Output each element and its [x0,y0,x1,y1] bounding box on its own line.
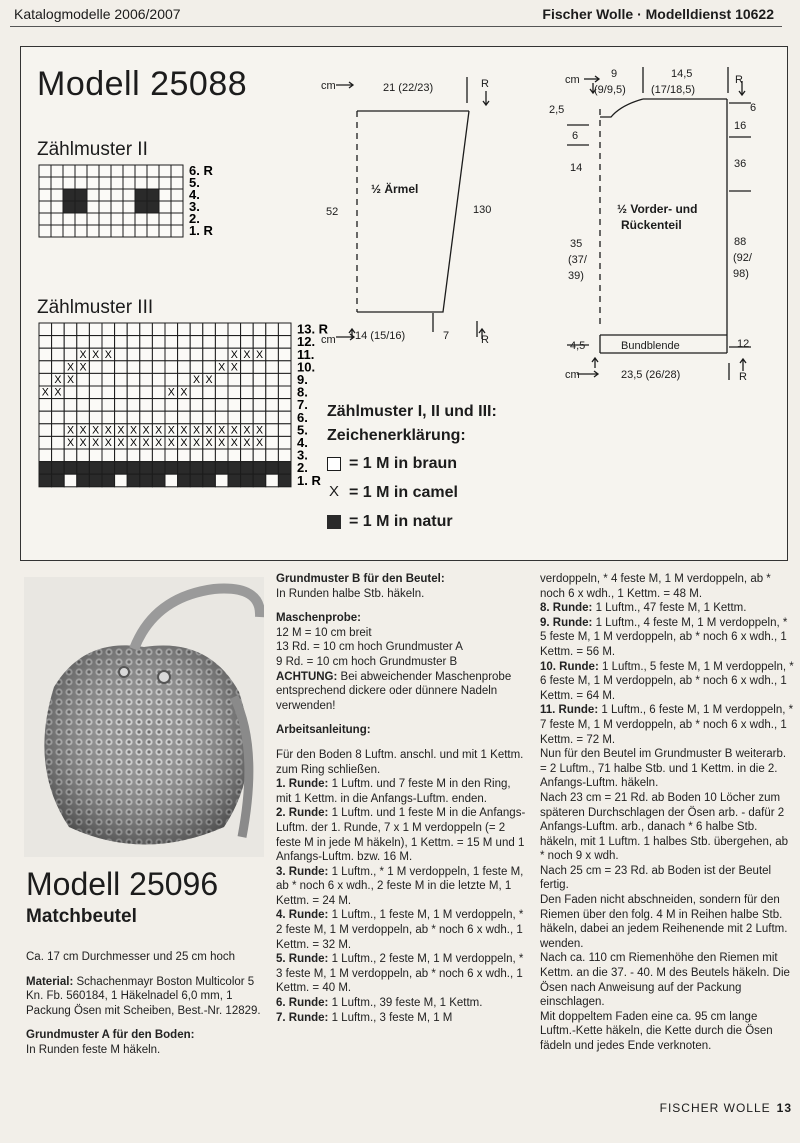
text-paragraph: verdoppeln, * 4 feste M, 1 M verdoppeln, ab * noch 6 x wdh., 1 Kettm. = 48 M. [540,573,771,600]
body-shoulder-width: 14,5 [671,68,693,80]
legend-camel-symbol: X [329,483,340,500]
sleeve-rows: 130 [473,204,492,216]
text-paragraph: Nach 25 cm = 23 Rd. ab Boden ist der Beutel fertig. [540,864,772,892]
text-column-2 [276,572,528,1025]
chart-x-mark: X [255,348,264,361]
chart-x-mark: X [255,437,264,449]
chart-x-mark: X [104,348,112,361]
chart-x-mark: X [167,386,175,399]
chart-x-mark: X [167,424,175,437]
chart-row-label: 6. R [189,163,213,178]
text-paragraph: 13 Rd. = 10 cm hoch Grundmuster A [276,641,463,654]
chart-x-mark: X [92,348,100,361]
chart-x-mark: X [180,424,188,437]
sleeve-bottom-right: 7 [443,330,450,342]
chart-x-mark: X [180,437,188,449]
chart-x-mark: X [104,437,112,449]
chart-x-mark: X [243,437,251,449]
chart-x-mark: X [66,361,75,374]
chart-x-mark: X [142,424,150,437]
footer-brand: FISCHER WOLLE [659,1101,771,1115]
chart-x-mark: X [243,424,251,437]
body-right-36: 36 [734,158,747,170]
text-paragraph: 5. Runde: 1 Luftm., 2 feste M, 1 M verdoppeln, * 3 feste M, 1 M verdoppeln, ab * noch 6 x wdh., 1 Kettm. = 40 M. [276,953,524,995]
text-paragraph: Material: Schachenmayr Boston Multicolor 5 Kn. Fb. 560184, 1 Häkelnadel 6,0 mm, 1 Packung Ösen mit Scheiben, Best.-Nr. 12829. [26,975,261,1017]
chart-x-mark: X [255,424,264,437]
sleeve-r-top: R [481,78,489,90]
sleeve-top-width: 21 (22/23) [383,82,434,94]
model-2-title: Modell 25096 [26,866,219,902]
chart-row-label: 3. [297,447,308,463]
text-paragraph: 8. Runde: 1 Luftm., 47 feste M, 1 Kettm. [540,602,747,615]
body-shoulder-sizes: (17/18,5) [651,84,696,96]
body-right-88-sizes-b: 98) [733,268,749,280]
page-footer [660,1101,792,1115]
chart-x-mark: X [104,424,112,437]
chart-row-label: 10. [297,359,316,375]
body-neckline [600,99,643,117]
chart-row-label: 1. R [297,472,321,488]
text-paragraph: Ca. 17 cm Durchmesser und 25 cm hoch [26,951,236,963]
chart-row-label: 2. [189,211,200,226]
text-paragraph: Mit doppeltem Faden eine ca. 95 cm lange Luftm.-Kette häkeln, die Kette durch die Ösen fädeln und jedes Ende verknoten. [540,1010,773,1052]
chart-x-mark: X [79,437,87,449]
chart-x-mark: X [192,424,201,437]
text-paragraph: 1. Runde: 1 Luftm. und 7 feste M in den Ring, mit 1 Kettm. in die Anfangs-Luftm. enden. [276,778,511,805]
body-right-12: 12 [737,338,750,350]
legend-camel-text: = 1 M in camel [349,484,458,501]
body-right-16: 16 [734,120,747,132]
header-rule [10,26,782,27]
chart-x-mark: X [192,374,201,386]
bag-photo-illustration [24,577,264,857]
text-paragraph: In Runden feste M häkeln. [26,1043,161,1056]
chart-x-mark: X [117,437,125,449]
sleeve-cm-top: cm [321,80,336,92]
chart-x-mark: X [155,424,163,437]
chart-x-mark: X [218,437,226,449]
body-r-bottom: R [739,371,747,383]
chart-row-label: 11. [297,346,315,362]
text-paragraph: Arbeitsanleitung: [276,724,371,737]
chart-x-mark: X [205,437,213,449]
chart-row-label: 1. R [189,223,213,238]
model-25088-box [20,46,788,561]
body-right-88-sizes-a: (92/ [733,252,752,264]
bag-photo [24,577,264,857]
text-column-1 [26,950,266,1058]
chart-x-mark: X [54,386,62,399]
body-right-6: 6 [750,102,757,114]
chart-row-label: 3. [189,199,200,214]
chart-x-mark: X [129,437,138,449]
text-paragraph: 4. Runde: 1 Luftm., 1 feste M, 1 M verdoppeln, * 2 feste M, 1 M verdoppeln, ab * noch 6 x wdh., 1 Kettm. = 32 M. [276,909,524,951]
text-paragraph: Den Faden nicht abschneiden, sondern für den Riemen über den folg. 4 M in Reihen halbe Stb. häkeln, dabei an jedem Reihenende mit 2 Luftm. wenden. [540,894,788,950]
body-cm-bottom: cm [565,369,580,381]
legend-brown-text: = 1 M in braun [349,455,458,472]
text-paragraph: Nach ca. 110 cm Riemenhöhe den Riemen mit Kettm. an die 37. - 40. M des Beutels häkeln. Die Ösen nach Anweisung auf der Packung einschlagen. [540,952,790,1009]
chart-x-mark: X [243,348,251,361]
chart-x-mark: X [230,361,238,374]
body-left-35-sizes-b: 39) [568,270,584,282]
chart-row-label: 5. [189,175,200,190]
text-paragraph: 9. Runde: 1 Luftm., 4 feste M, 1 M verdoppeln, * 5 feste M, 1 M verdoppeln, ab * noch 6 x wdh., 1 Kettm. = 56 M. [540,616,788,658]
body-band-label: Bundblende [621,340,680,352]
sleeve-bottom-width: 14 (15/16) [355,330,406,342]
header-left: Katalogmodelle 2006/2007 [14,6,181,22]
text-paragraph: 2. Runde: 1 Luftm. und 1 feste M in die Anfangs-Luftm. der 1. Runde, 7 x 1 M verdoppeln (= 2 feste M in jede M häkeln), 1 Kettm. = 15 M und 1 Anfangs-Luftm. bzw. 16 M. [276,807,526,864]
legend-title-1: Zählmuster I, II und III: [327,403,497,420]
body-neck-sizes: (9/9,5) [594,84,626,96]
text-paragraph: 3. Runde: 1 Luftm., * 1 M verdoppeln, 1 feste M, ab * noch 6 x wdh., 2 feste M in die letzte M, 1 Kettm. = 24 M. [276,865,524,907]
body-label-1: ½ Vorder- und [617,202,698,216]
chart-x-mark: X [66,424,75,437]
chart-x-mark: X [167,437,175,449]
header-right: Fischer Wolle · Modelldienst 10622 [542,6,774,22]
chart-x-mark: X [230,424,238,437]
chart-3-title: Zählmuster III [37,297,154,318]
chart-x-mark: X [230,437,238,449]
legend-natur-text: = 1 M in natur [349,513,453,530]
chart-x-mark: X [117,424,125,437]
chart-x-mark: X [66,374,75,386]
text-paragraph: Grundmuster B für den Beutel: [276,573,445,585]
legend-title-2: Zeichenerklärung: [327,427,466,444]
text-paragraph: 9 Rd. = 10 cm hoch Grundmuster B [276,655,458,668]
body-left-35-sizes-a: (37/ [568,254,587,266]
text-paragraph: Grundmuster A für den Boden: [26,1029,195,1042]
text-paragraph: 10. Runde: 1 Luftm., 5 feste M, 1 M verdoppeln, * 6 feste M, 1 M verdoppeln, ab * noch 6 x wdh., 1 Kettm. = 64 M. [540,660,794,702]
chart-x-mark: X [205,424,213,437]
model-title: Modell 25088 [37,65,248,103]
chart-row-label: 6. [297,409,308,425]
chart-x-mark: X [79,348,87,361]
chart-x-mark: X [79,424,87,437]
chart-x-mark: X [180,386,188,399]
legend-natur-swatch [327,515,341,529]
sleeve-height: 52 [326,206,339,218]
text-paragraph: 7. Runde: 1 Luftm., 3 feste M, 1 M [276,1011,453,1024]
legend-brown-swatch [327,457,341,471]
chart-x-mark: X [54,374,62,386]
body-bottom-width: 23,5 (26/28) [621,369,681,381]
sleeve-label: ½ Ärmel [371,182,419,196]
chart-row-label: 8. [297,384,308,400]
sleeve-r-bottom: R [481,334,489,346]
chart-row-label: 5. [297,422,308,438]
body-r-top: R [735,74,743,86]
chart-x-mark: X [92,437,100,449]
chart-x-mark: X [192,437,201,449]
chart-row-label: 12. [297,334,316,350]
chart-row-label: 4. [189,187,200,202]
chart-row-label: 2. [297,460,308,476]
chart-x-mark: X [218,361,226,374]
chart-x-mark: X [155,437,163,449]
text-paragraph: Nun für den Beutel im Grundmuster B weiterarb. = 2 Luftm., 71 halbe Stb. und 1 Kettm. in die 2. Anfangs-Luftm. häkeln. [540,748,787,790]
chart-row-label: 7. [297,397,308,413]
chart-row-label: 13. R [297,321,329,337]
text-paragraph: 6. Runde: 1 Luftm., 39 feste M, 1 Kettm. [276,997,483,1010]
chart-x-mark: X [129,424,138,437]
chart-x-mark: X [92,424,100,437]
chart-x-mark: X [41,386,49,399]
chart-x-mark: X [218,424,226,437]
text-column-3 [540,572,794,1054]
text-paragraph: 11. Runde: 1 Luftm., 6 feste M, 1 M verdoppeln, * 7 feste M, 1 M verdoppeln, ab * noch 6 x wdh., 1 Kettm. = 72 M. [540,704,794,746]
chart-row-label: 4. [297,435,308,450]
chart-row-label: 9. [297,372,308,387]
body-cm-top: cm [565,74,580,86]
model-2-subtitle: Matchbeutel [26,906,137,927]
body-left-2-5: 2,5 [549,104,565,116]
chart-x-mark: X [79,361,87,374]
text-paragraph: 12 M = 10 cm breit [276,626,372,639]
chart-x-mark: X [142,437,150,449]
body-label-2: Rückenteil [621,218,682,232]
text-paragraph: Für den Boden 8 Luftm. anschl. und mit 1 Kettm. zum Ring schließen. [276,748,524,776]
page-number: 13 [776,1101,792,1115]
body-left-6: 6 [572,130,579,142]
body-left-4-5: 4,5 [570,340,586,352]
chart-x-mark: X [66,437,75,449]
chart-x-mark: X [205,374,213,386]
text-paragraph: Maschenprobe: [276,612,361,625]
text-paragraph: Nach 23 cm = 21 Rd. ab Boden 10 Löcher zum späteren Durchschlagen der Ösen arb. - dafür 2 Anfangs-Luftm. arb., danach * 6 halbe Stb. häkeln, mit 1 Luftm. 1 halbes Stb. übergehen, ab * noch 9 x wdh. [540,791,789,863]
body-left-35: 35 [570,238,583,250]
chart-2-title: Zählmuster II [37,139,148,160]
body-neck-width: 9 [611,68,618,80]
text-paragraph: In Runden halbe Stb. häkeln. [276,587,425,600]
body-left-14: 14 [570,162,583,174]
chart-x-mark: X [230,348,238,361]
text-paragraph: ACHTUNG: Bei abweichender Maschenprobe entsprechend dickere oder dünnere Nadeln verwenden! [276,670,512,712]
sleeve-cm-bottom: cm [321,334,336,346]
body-right-88: 88 [734,236,747,248]
